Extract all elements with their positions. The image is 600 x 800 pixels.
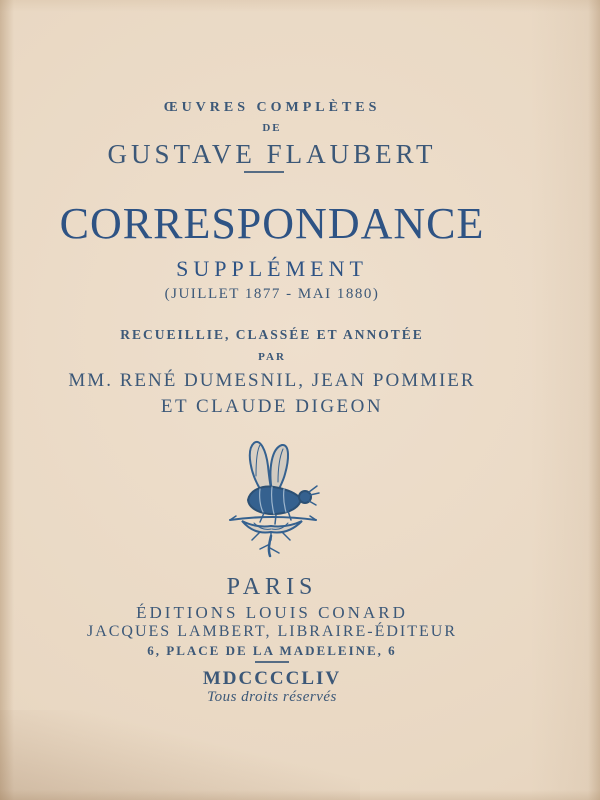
divider-rule-bottom	[255, 661, 289, 663]
series-title: ŒUVRES COMPLÈTES	[163, 100, 381, 115]
divider-rule-top	[244, 171, 284, 173]
imprint-city: PARIS	[226, 574, 318, 600]
imprint-bookseller: JACQUES LAMBERT, LIBRAIRE-ÉDITEUR	[86, 623, 458, 640]
imprint-address: 6, PLACE DE LA MADELEINE, 6	[147, 643, 397, 658]
imprint-year: MDCCCCLIV	[202, 668, 342, 689]
collected-note: RECUEILLIE, CLASSÉE ET ANNOTÉE	[120, 327, 424, 342]
author-name: GUSTAVE FLAUBERT	[107, 139, 437, 169]
book-title: CORRESPONDANCE	[59, 199, 485, 248]
imprint-publisher: ÉDITIONS LOUIS CONARD	[136, 603, 408, 622]
par-label: PAR	[258, 351, 286, 363]
paper-shadow	[0, 710, 360, 800]
editors-line-1: MM. RENÉ DUMESNIL, JEAN POMMIER	[68, 370, 476, 391]
date-range: (JUILLET 1877 - MAI 1880)	[164, 286, 380, 302]
rights-notice: Tous droits réservés	[207, 689, 337, 705]
editors-line-2: ET CLAUDE DIGEON	[160, 396, 384, 417]
bee-on-flower-icon	[226, 436, 320, 558]
series-de: DE	[262, 122, 282, 134]
book-subtitle: SUPPLÉMENT	[176, 256, 368, 281]
